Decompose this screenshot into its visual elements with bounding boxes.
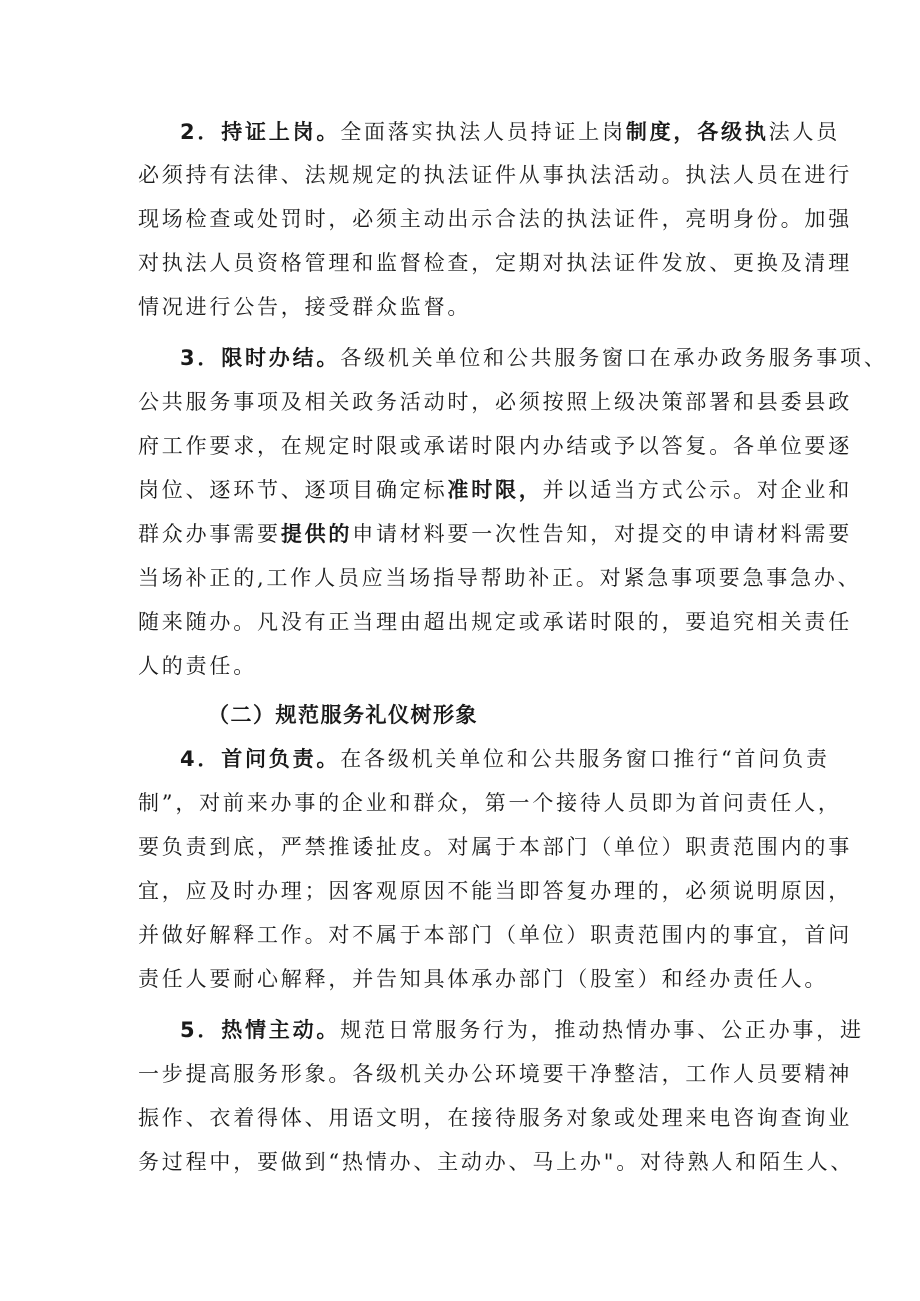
paragraph-4-line-4: 宜，应及时办理；因客观原因不能当即答复办理的，必须说明原因， [138, 879, 852, 903]
paragraph-3-line-1 [180, 345, 888, 371]
paragraph-4-line-1 [180, 746, 830, 772]
section-heading: （二）规范服务礼仪树形象 [208, 703, 478, 727]
paragraph-2-line-1 [180, 119, 840, 145]
paragraph-3-bold-time-limit: 准时限， [447, 478, 543, 502]
paragraph-2-line-2: 必须持有法律、法规规定的执法证件从事执法活动。执法人员在进行 [138, 163, 852, 187]
paragraph-3-text: 各级机关单位和公共服务窗口在承办政务服务事项、 [340, 346, 888, 370]
paragraph-3-line-4 [138, 477, 852, 503]
paragraph-3-line-4-a: 岗位、逐环节、逐项目确定标 [138, 478, 448, 502]
paragraph-2-line-4: 对执法人员资格管理和监督检查，定期对执法证件发放、更换及清理 [138, 251, 852, 275]
paragraph-2-line-5: 情况进行公告，接受群众监督。 [138, 295, 472, 319]
paragraph-3-line-3: 府工作要求，在规定时限或承诺时限内办结或予以答复。各单位要逐 [138, 434, 852, 458]
paragraph-5-line-1 [180, 1017, 864, 1043]
paragraph-2-text-tail: 法人员 [768, 120, 841, 144]
paragraph-2-label: 2．持证上岗。 [180, 120, 341, 144]
paragraph-2-text: 全面落实执法人员持证上岗 [340, 120, 626, 144]
paragraph-5-text: 规范日常服务行为，推动热情办事、公正办事，进 [340, 1018, 864, 1042]
paragraph-3-line-5-c: 申请材料要一次性告知，对提交的申请材料需要 [352, 522, 853, 546]
paragraph-2-line-3: 现场检查或处罚时，必须主动出示合法的执法证件，亮明身份。加强 [138, 207, 852, 231]
paragraph-4-text: 在各级机关单位和公共服务窗口推行“首问负责 [340, 747, 830, 771]
paragraph-4-line-5: 并做好解释工作。对不属于本部门（单位）职责范围内的事宜，首问 [138, 923, 852, 947]
paragraph-5-label: 5．热情主动。 [180, 1018, 341, 1042]
paragraph-3-line-4-c: 并以适当方式公示。对企业和 [542, 478, 853, 502]
paragraph-4-line-6: 责任人要耐心解释，并告知具体承办部门（股室）和经办责任人。 [138, 967, 829, 991]
paragraph-4-line-3: 要负责到底，严禁推诿扯皮。对属于本部门（单位）职责范围内的事 [138, 835, 852, 859]
paragraph-3-label: 3．限时办结。 [180, 346, 341, 370]
paragraph-2-bold-text: 制度，各级执 [625, 120, 769, 144]
paragraph-3-line-2: 公共服务事项及相关政务活动时，必须按照上级决策部署和县委县政 [138, 390, 852, 414]
paragraph-3-line-8: 人的责任。 [138, 654, 257, 678]
paragraph-3-bold-provided: 提供的 [280, 522, 353, 546]
paragraph-5-line-3: 振作、衣着得体、用语文明，在接待服务对象或处理来电咨询查询业 [138, 1106, 852, 1130]
paragraph-4-label: 4．首问负责。 [180, 747, 341, 771]
paragraph-3-line-5-a: 群众办事需要 [138, 522, 281, 546]
paragraph-3-line-6: 当场补正的,工作人员应当场指导帮助补正。对紧急事项要急事急办、 [138, 566, 862, 590]
paragraph-3-line-5 [138, 521, 852, 547]
paragraph-5-line-4: 务过程中，要做到“热情办、主动办、马上办"。对待熟人和陌生人、 [138, 1150, 855, 1174]
paragraph-3-line-7: 随来随办。凡没有正当理由超出规定或承诺时限的，要追究相关责任 [138, 610, 852, 634]
paragraph-5-line-2: 一步提高服务形象。各级机关办公环境要干净整洁，工作人员要精神 [138, 1062, 852, 1086]
paragraph-4-line-2: 制”，对前来办事的企业和群众，第一个接待人员即为首问责任人， [138, 791, 842, 815]
